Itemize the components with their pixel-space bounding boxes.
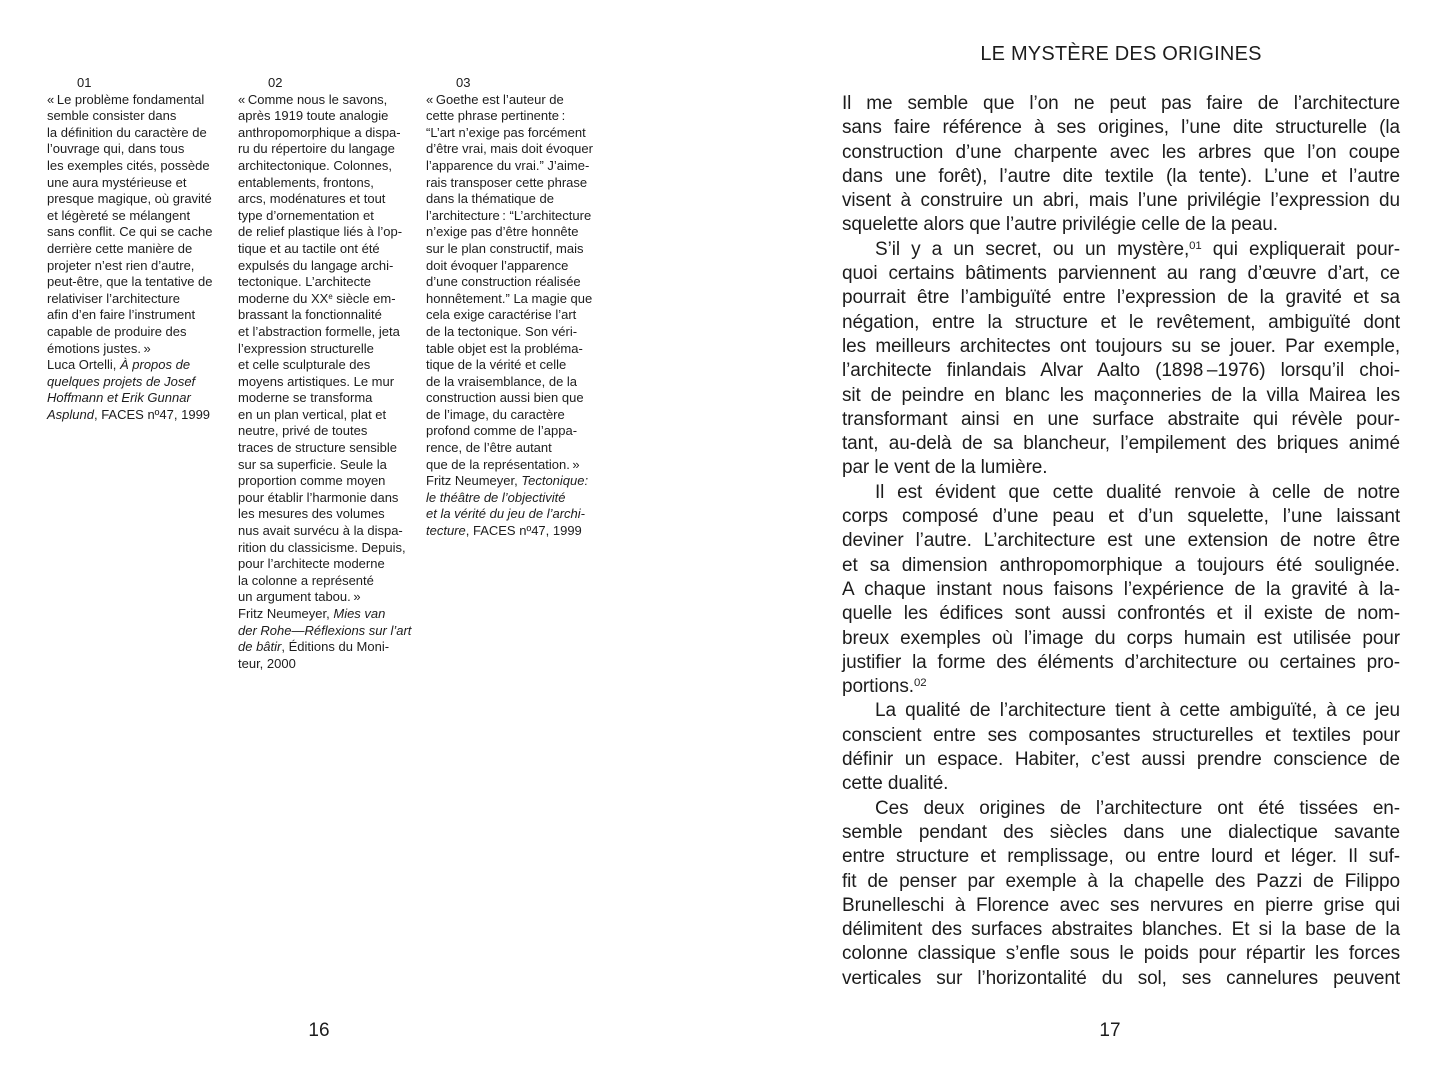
footnote-line: der Rohe—Réflexions sur l’art [238, 622, 412, 638]
footnote-line: traces de structure sensible [238, 440, 397, 456]
body-line: l’architecte finlandais Alvar Aalto (1898 –1976) lorsqu’il choi- [842, 360, 1400, 382]
footnote-line: de l’image, du caractère [426, 406, 565, 422]
footnote-line: type d’ornementation et [238, 207, 374, 223]
body-line: Il me semble que l’on ne peut pas faire de l’architecture [842, 93, 1400, 114]
body-line: A chaque instant nous faisons l’expérience de la gravité à la- [842, 578, 1400, 600]
body-line: Ces deux origines de l’architecture ont été tissées en- [875, 797, 1400, 819]
footnote-line: relativiser l’architecture [47, 290, 180, 306]
body-line: définir un espace. Habiter, c’est aussi prendre conscience de [842, 749, 1400, 771]
footnote-line: teur, 2000 [238, 655, 296, 671]
footnote-line: et légèreté se mélangent [47, 207, 191, 223]
footnote-line: arcs, modénatures et tout [238, 191, 386, 207]
body-line: les meilleurs architectes ont toujours su se jouer. Par exemple, [842, 335, 1400, 357]
page-number-right: 17 [1099, 1020, 1121, 1041]
footnote-line: sans conflit. Ce qui se cache [47, 224, 213, 240]
footnote-line: une aura mystérieuse et [47, 174, 187, 190]
footnote-line: tique de la vérité et celle [426, 357, 567, 373]
footnote-text [238, 92, 423, 673]
footnote-line: et l’abstraction formelle, jeta [238, 323, 400, 339]
body-line: pourrait être l’ambiguïté entre l’expression de la gravité et sa [842, 287, 1400, 309]
body-line: quelle les édifices sont aussi confrontés et il existe de nom- [842, 603, 1400, 625]
footnote-line: rition du classicisme. Depuis, [238, 539, 406, 555]
body-column [842, 42, 1400, 991]
footnote-line: proportion comme moyen [238, 473, 386, 489]
body-line: breux exemples où l’image du corps humain est utilisée pour [842, 627, 1400, 649]
footnote-line: en un plan vertical, plat et [238, 406, 387, 422]
footnote-line: rence, de l’être autant [426, 440, 552, 456]
body-line: Il est évident que cette dualité renvoie à celle de notre [875, 481, 1400, 503]
footnote-line: sur sa superficie. Seule la [238, 456, 387, 472]
page-number-left: 16 [308, 1020, 330, 1041]
footnote-line: que de la représentation. » [426, 456, 580, 472]
page-title: LE MYSTÈRE DES ORIGINES [980, 43, 1262, 65]
footnote-line: d’une construction réalisée [426, 274, 581, 290]
body-line: délimitent des surfaces abstraites blanches. Et si la base de la [842, 919, 1400, 941]
footnote-line: les mesures des volumes [238, 506, 385, 522]
body-line: tant, au-delà de sa blancheur, l’empilement des briques animé [842, 433, 1400, 455]
footnote-line: ru du répertoire du langage [238, 141, 395, 157]
footnote-line: afin d’en faire l’instrument [47, 307, 196, 323]
body-line: verticales sur l’horizontalité du sol, ses cannelures peuvent [842, 967, 1400, 989]
body-line: visent à construire un abri, mais l’une privilégie l’expression du [842, 190, 1400, 212]
body-text [842, 92, 1400, 991]
footnote-text [426, 92, 616, 540]
footnote-line: Fritz Neumeyer, Tectonique: [426, 473, 589, 489]
footnote-line: d’être vrai, mais doit évoquer [426, 141, 593, 157]
body-line: Brunelleschi à Florence avec ses nervures en pierre grise qui [842, 894, 1400, 916]
footnote-line: pour établir l’harmonie dans [238, 489, 399, 505]
body-line: transformant ainsi en une surface abstraite qui révèle pour- [842, 408, 1400, 430]
footnote-text [47, 92, 232, 424]
footnote-line: architectonique. Colonnes, [238, 157, 392, 173]
body-line: entre structure et remplissage, ou entre lourd et léger. Il suf- [842, 846, 1400, 868]
footnote-line: n’exige pas d’être honnête [426, 224, 579, 240]
footnote-line: « Goethe est l’auteur de [426, 91, 564, 107]
footnote-line: émotions justes. » [47, 340, 151, 356]
footnote-label: 02 [268, 75, 283, 90]
body-line: squelette alors que l’autre privilégie celle de la peau. [842, 214, 1278, 236]
footnote-line: peut-être, que la tentative de [47, 274, 213, 290]
body-line: dans une forêt), l’autre dite textile (la tente). L’une et l’autre [842, 165, 1400, 187]
footnote-line: de relief plastique liés à l’op- [238, 224, 403, 240]
footnote-line: pour l’architecte moderne [238, 556, 385, 572]
footnote-line: la définition du caractère de [47, 124, 207, 140]
footnote-line: de bâtir, Éditions du Moni- [238, 639, 390, 655]
footnote-line: le théâtre de l’objectivité [426, 489, 566, 505]
body-line: sit de peindre en blanc les maçonneries de la villa Mairea les [842, 384, 1400, 406]
body-line: conscient entre ses composantes structurelles et textiles pour [842, 724, 1400, 746]
footnote-line: « Comme nous le savons, [238, 91, 388, 107]
body-line: portions.$^{02}$ [842, 676, 927, 698]
footnote-line: construction aussi bien que [426, 390, 584, 406]
footnote-column-03 [426, 75, 616, 540]
footnote-line: Asplund, FACES nº47, 1999 [47, 406, 211, 422]
footnote-line: moderne du XXe siècle em- [238, 290, 396, 306]
footnote-line: l’architecture : “L’architecture [426, 207, 592, 223]
footnote-label: 01 [77, 75, 92, 90]
footnote-line: « Le problème fondamental [47, 91, 205, 107]
footnote-line: brassant la fonctionnalité [238, 307, 382, 323]
footnote-line: l’apparence du vrai.” J’aime- [426, 157, 590, 173]
footnote-column-02 [238, 75, 423, 672]
footnote-line: table objet est la probléma- [426, 340, 583, 356]
footnote-label: 03 [456, 75, 471, 90]
footnote-line: capable de produire des [47, 323, 187, 339]
footnote-line: la colonne a représenté [238, 572, 374, 588]
footnote-line: cela exige caractérise l’art [426, 307, 577, 323]
body-line: cette dualité. [842, 773, 949, 795]
footnote-line: sur le plan constructif, mais [426, 240, 584, 256]
footnote-line: Fritz Neumeyer, Mies van [238, 606, 386, 621]
body-line: colonne classique s’enfle sous le poids pour répartir les forces [842, 943, 1400, 965]
footnote-line: de la tectonique. Son véri- [426, 323, 578, 339]
footnote-line: Hoffmann et Erik Gunnar [47, 390, 191, 406]
footnote-line: rais transposer cette phrase [426, 174, 588, 190]
footnote-line: derrière cette manière de [47, 240, 193, 256]
footnote-line: et la vérité du jeu de l’archi- [426, 506, 585, 522]
body-line: deviner l’autre. L’architecture est une extension de notre être [842, 530, 1400, 552]
footnote-line: et celle sculpturale des [238, 357, 371, 373]
footnote-line: presque magique, où gravité [47, 191, 212, 207]
body-line: construction d’une charpente avec les arbres que l’on coupe [842, 141, 1400, 163]
footnote-line: projeter n’est rien d’autre, [47, 257, 195, 273]
body-line: par le vent de la lumière. [842, 457, 1048, 479]
footnote-line: un argument tabou. » [238, 589, 361, 605]
footnote-line: tectonique. L’architecte [238, 274, 371, 290]
footnote-line: “L’art n’exige pas forcément [426, 124, 586, 140]
footnote-line: après 1919 toute analogie [238, 108, 389, 124]
footnote-line: tecture, FACES nº47, 1999 [426, 523, 582, 539]
footnote-line: neutre, privé de toutes [238, 423, 368, 439]
footnote-line: cette phrase pertinente : [426, 108, 566, 124]
footnote-line: les exemples cités, possède [47, 157, 210, 173]
footnote-line: dans la thématique de [426, 191, 554, 207]
body-line: quoi certains bâtiments parviennent au rang d’œuvre d’art, ce [842, 263, 1400, 285]
footnote-line: tique et au tactile ont été [238, 240, 380, 256]
footnote-line: moderne se transforma [238, 390, 373, 406]
body-line: et sa dimension anthropomorphique a toujours été soulignée. [842, 554, 1400, 576]
footnote-line: profond comme de l’appa- [426, 423, 578, 439]
body-line: semble pendant des siècles dans une dialectique savante [842, 821, 1400, 843]
footnote-line: semble consister dans [47, 108, 177, 124]
body-line: sans faire référence à ses origines, l’une dite structurelle (la [842, 117, 1400, 139]
body-line: corps composé d’une peau et d’un squelette, l’une laissant [842, 506, 1400, 528]
footnote-line: l’expression structurelle [238, 340, 374, 356]
footnote-line: honnêtement.” La magie que [426, 290, 593, 306]
body-line: justifier la forme des éléments d’architecture ou certaines pro- [842, 651, 1400, 673]
footnote-line: moyens artistiques. Le mur [238, 373, 395, 389]
footnote-line: expulsés du langage archi- [238, 257, 394, 273]
footnote-line: entablements, frontons, [238, 174, 374, 190]
footnote-line: Luca Ortelli, À propos de [47, 357, 191, 373]
footnote-line: anthropomorphique a dispa- [238, 124, 401, 140]
body-line: La qualité de l’architecture tient à cette ambiguïté, à ce jeu [875, 700, 1400, 722]
footnote-line: l’ouvrage qui, dans tous [47, 141, 185, 157]
footnote-column-01 [47, 75, 232, 423]
body-line: S’il y a un secret, ou un mystère,$^{01}$ qui expliquerait pour- [875, 238, 1400, 260]
body-line: négation, entre la structure et le revêtement, ambiguïté dont [842, 311, 1400, 333]
footnote-line: doit évoquer l’apparence [426, 257, 569, 273]
footnote-line: nus avait survécu à la dispa- [238, 523, 403, 539]
body-line: fit de penser par exemple à la chapelle des Pazzi de Filippo [842, 870, 1400, 892]
footnote-line: quelques projets de Josef [47, 373, 196, 389]
footnote-line: de la vraisemblance, de la [426, 373, 578, 389]
